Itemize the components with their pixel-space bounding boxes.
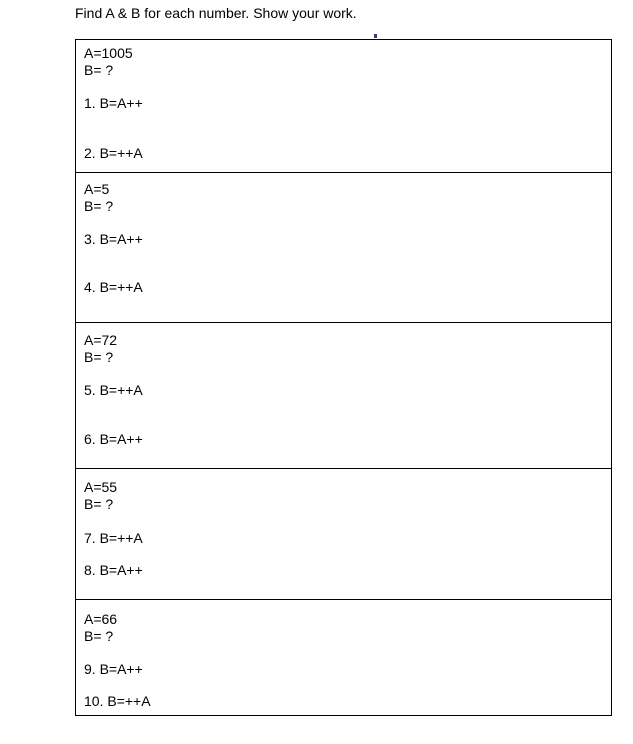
problem-4: 4. B=++A bbox=[84, 279, 143, 295]
worksheet-table bbox=[75, 39, 612, 716]
problem-10: 10. B=++A bbox=[84, 693, 151, 709]
given-b-question: B= ? bbox=[84, 496, 114, 512]
given-b-question: B= ? bbox=[84, 349, 114, 365]
given-b-question: B= ? bbox=[84, 62, 114, 78]
number-block-4 bbox=[76, 468, 611, 599]
number-block-3 bbox=[76, 322, 611, 468]
problem-9: 9. B=A++ bbox=[84, 661, 143, 677]
number-block-5 bbox=[76, 599, 611, 715]
given-b-question: B= ? bbox=[84, 198, 114, 214]
problem-5: 5. B=++A bbox=[84, 382, 143, 398]
problem-8: 8. B=A++ bbox=[84, 562, 143, 578]
given-a-value: A=5 bbox=[84, 181, 110, 197]
stray-ink-mark bbox=[374, 34, 377, 38]
problem-2: 2. B=++A bbox=[84, 145, 143, 161]
given-a-value: A=66 bbox=[84, 611, 118, 627]
number-block-1 bbox=[76, 40, 611, 172]
problem-7: 7. B=++A bbox=[84, 530, 143, 546]
number-block-2 bbox=[76, 172, 611, 322]
given-a-value: A=72 bbox=[84, 332, 118, 348]
problem-3: 3. B=A++ bbox=[84, 231, 143, 247]
problem-1: 1. B=A++ bbox=[84, 95, 143, 111]
given-a-value: A=1005 bbox=[84, 45, 133, 61]
problem-6: 6. B=A++ bbox=[84, 431, 143, 447]
given-b-question: B= ? bbox=[84, 628, 114, 644]
worksheet-instructions: Find A & B for each number. Show your work. bbox=[75, 5, 357, 21]
given-a-value: A=55 bbox=[84, 479, 118, 495]
